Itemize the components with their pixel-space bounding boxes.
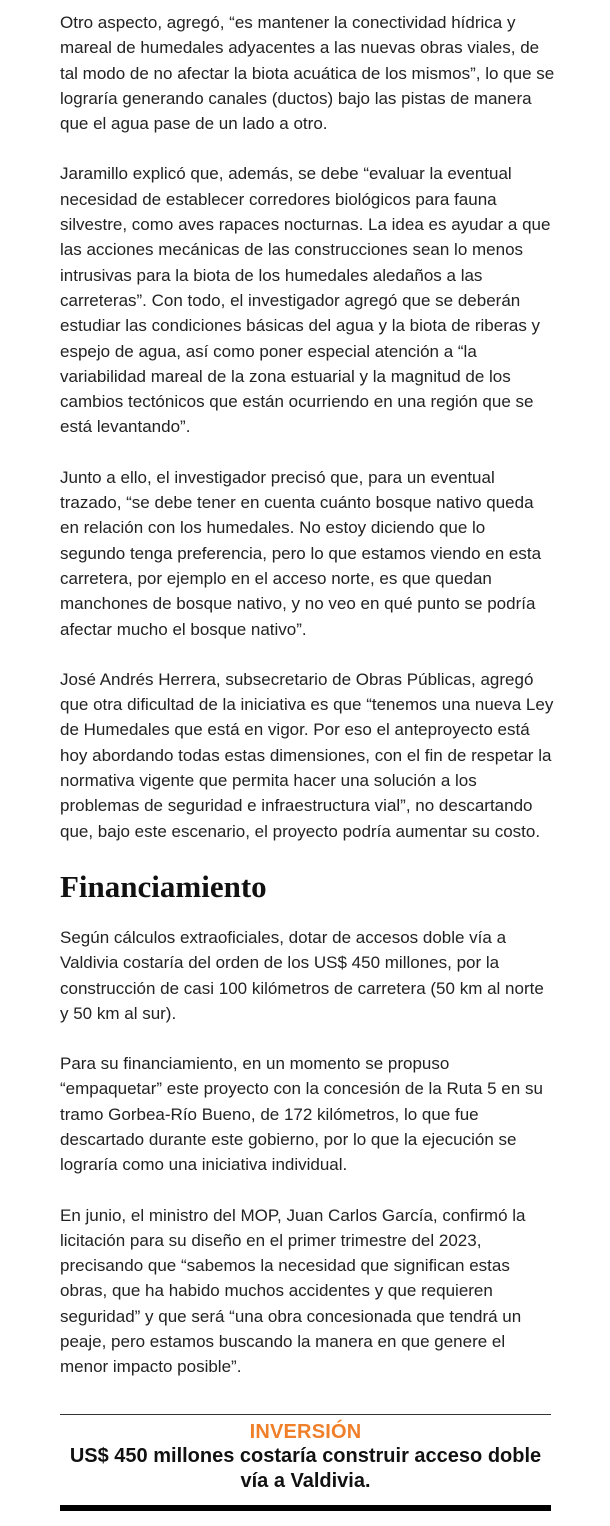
paragraph-conectividad: Otro aspecto, agregó, “es mantener la conectividad hídrica y mareal de humedales adyacentes a las nuevas obras viales, de tal modo de no afectar la biota acuática de los mismos”, lo que se lograría generando canales (ductos) bajo las pistas de manera que el agua pase de un lado a otro.: [60, 13, 555, 134]
highlight-callout: [60, 1414, 551, 1511]
paragraph-empaquetar: Para su financiamiento, en un momento se propuso “empaquetar” este proyecto con la concesión de la Ruta 5 en su tramo Gorbea-Río Bueno, de 172 kilómetros, lo que fue descartado durante este gobierno, por lo que la ejecución se lograría como una iniciativa individual.: [60, 1054, 543, 1175]
paragraph-bosque-nativo: Junto a ello, el investigador precisó que, para un eventual trazado, “se debe tener en cuenta cuánto bosque nativo queda en relación con los humedales. No estoy diciendo que lo segundo tenga preferencia, pero lo que estamos viendo en esta carretera, por ejemplo en el acceso norte, es que quedan manchones de bosque nativo, y no veo en qué punto se podría afectar mucho el bosque nativo”.: [60, 467, 542, 639]
paragraph-costo: Según cálculos extraoficiales, dotar de accesos doble vía a Valdivia costaría del orden de los US$ 450 millones, por la construcción de casi 100 kilómetros de carretera (50 km al norte y 50 km al sur).: [60, 927, 544, 1023]
callout-text: US$ 450 millones costaría construir acceso doble vía a Valdivia.: [69, 1445, 542, 1492]
paragraph-ministro: En junio, el ministro del MOP, Juan Carlos García, confirmó la licitación para su diseño en el primer trimestre del 2023, precisando que “sabemos la necesidad que significan estas obras, que ha habido muchos accidentes y que requieren seguridad” y que será “una obra concesionada que tendrá un peaje, pero estamos buscando la manera en que genere el menor impacto posible”.: [60, 1205, 526, 1377]
callout-label: INVERSIÓN: [249, 1421, 362, 1443]
section-heading-financiamiento: Financiamiento: [60, 868, 267, 904]
paragraph-ley-humedales: José Andrés Herrera, subsecretario de Obras Públicas, agregó que otra dificultad de la iniciativa es que “tenemos una nueva Ley de Humedales que está en vigor. Por eso el anteproyecto está hoy abordando todas estas dimensiones, con el fin de respetar la normativa vigente que permita hacer una solución a los problemas de seguridad e infraestructura vial”, no descartando que, bajo este escenario, el proyecto podría aumentar su costo.: [60, 669, 554, 841]
paragraph-corredores-biologicos: Jaramillo explicó que, además, se debe “evaluar la eventual necesidad de establecer corredores biológicos para fauna silvestre, como aves rapaces nocturnas. La idea es ayudar a que las acciones mecánicas de las construcciones sean lo menos intrusivas para la biota de los humedales aledaños a las carreteras”. Con todo, el investigador agregó que se deberán estudiar las condiciones básicas del agua y la biota de riberas y espejo de agua, así como poner especial atención a “la variabilidad mareal de la zona estuarial y la magnitud de los cambios tectónicos que están ocurriendo en una región que se está levantando”.: [60, 164, 551, 437]
article-body: [60, 10, 555, 1405]
